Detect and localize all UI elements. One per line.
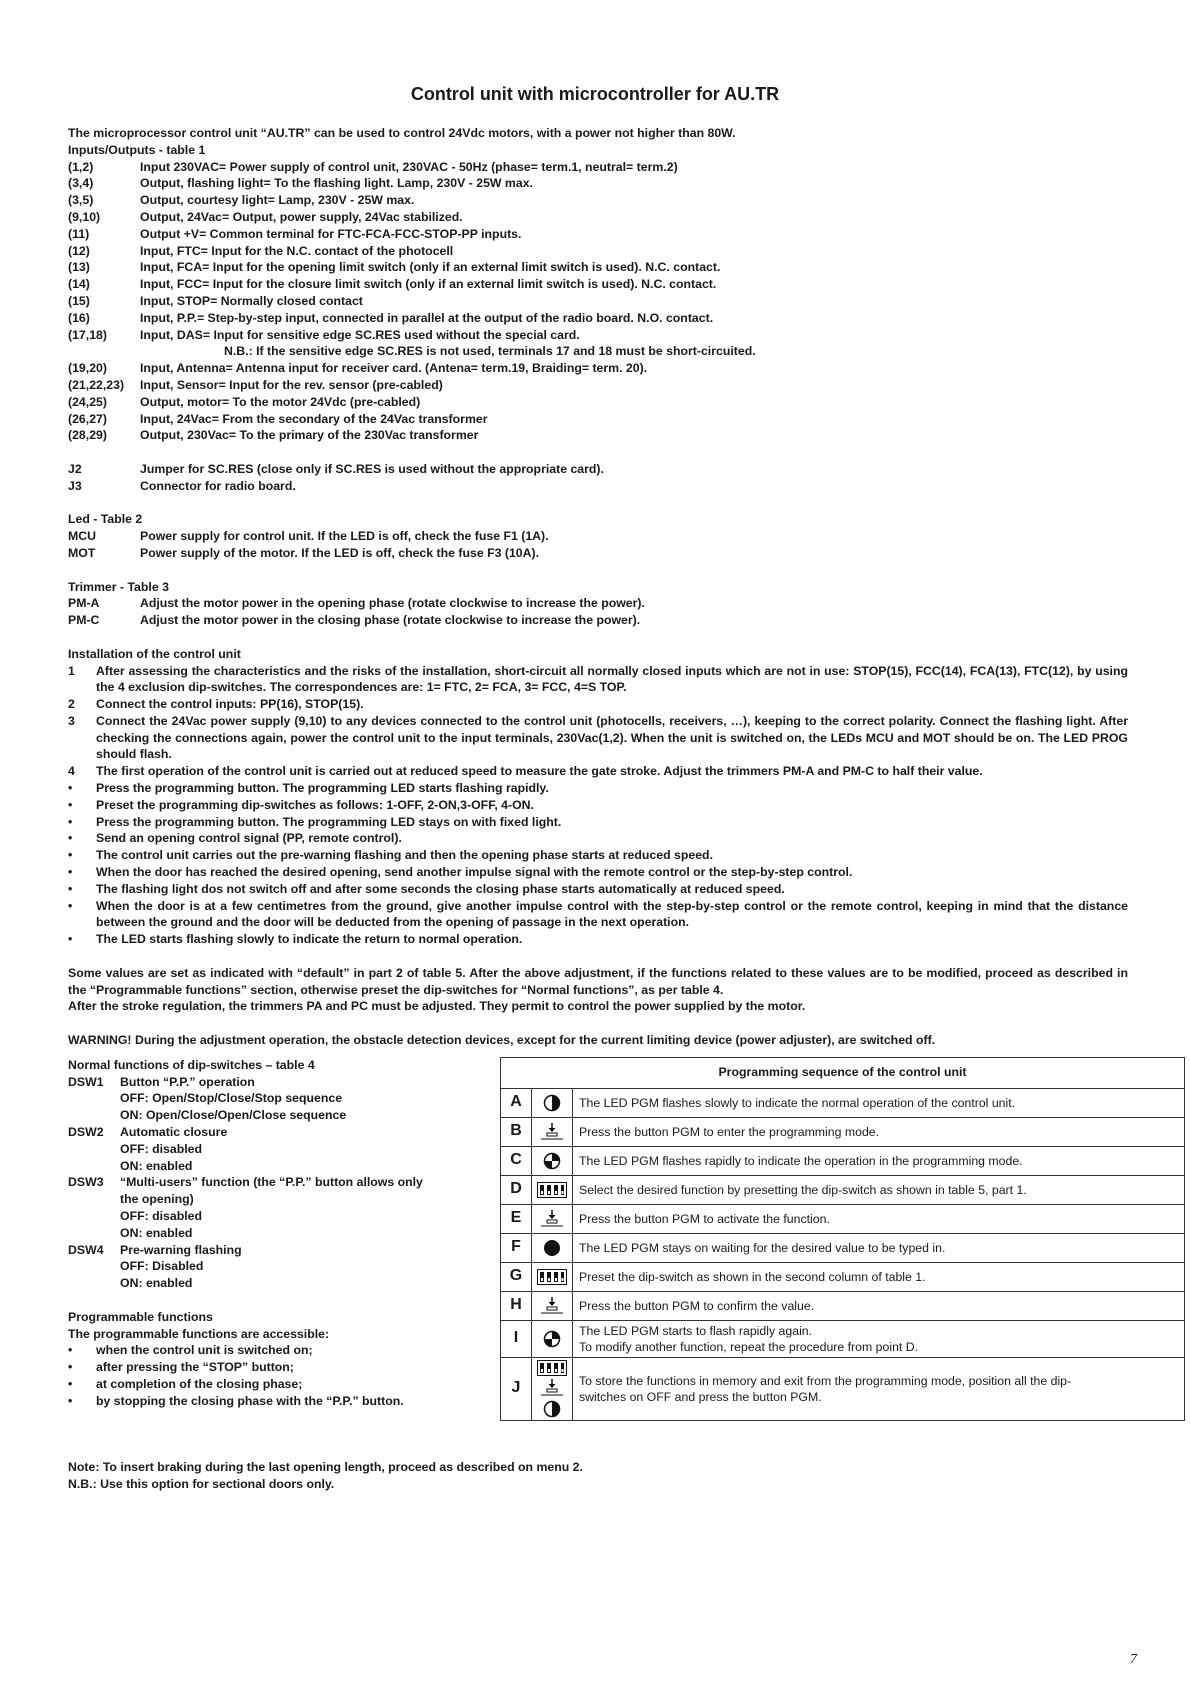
row-text: Input, 24Vac= From the secondary of the 24Vac transformer <box>140 411 488 426</box>
table1-rows <box>68 159 1128 344</box>
row-code: PM-C <box>68 613 100 628</box>
table-row <box>501 1204 1185 1233</box>
table-row <box>68 259 1128 276</box>
list-item <box>68 830 1128 847</box>
step-description <box>573 1204 1185 1233</box>
dip-switch-option: ON: enabled <box>120 1225 193 1240</box>
right-column <box>500 1057 1185 1421</box>
row-code: (3,5) <box>68 193 94 208</box>
list-text: When the door has reached the desired opening, send another impulse signal with the remote control or the step-by-step control. <box>96 865 853 880</box>
list-item <box>68 696 1128 713</box>
dip-switch-code: DSW4 <box>68 1242 104 1257</box>
table-row <box>68 243 1128 260</box>
table1-heading: Inputs/Outputs - table 1 <box>68 142 206 157</box>
row-code: J2 <box>68 461 82 476</box>
dip-switch-label: Pre-warning flashing <box>120 1242 242 1257</box>
dip-switch-label: Button “P.P.” operation <box>120 1074 255 1089</box>
table-row <box>501 1233 1185 1262</box>
list-text: The flashing light dos not switch off and after some seconds the closing phase starts automatically at reduced speed. <box>96 881 785 896</box>
list-item <box>68 864 1128 881</box>
list-text: The first operation of the control unit is carried out at reduced speed to measure the gate stroke. Adjust the trimmers PM-A and PM-C to half their value. <box>96 764 983 779</box>
step-text: Press the button PGM to activate the function. <box>579 1211 830 1226</box>
list-text: The control unit carries out the pre-warning flashing and then the opening phase starts at reduced speed. <box>96 848 713 863</box>
row-text: Input 230VAC= Power supply of control unit, 230VAC - 50Hz (phase= term.1, neutral= term.2) <box>140 159 678 174</box>
step-letter: C <box>501 1146 532 1175</box>
notes <box>68 1459 583 1493</box>
table-row <box>68 411 1128 428</box>
bullet-icon: • <box>68 1376 73 1391</box>
step-description <box>573 1175 1185 1204</box>
table-row <box>68 293 1128 310</box>
dip-switch-label: Automatic closure <box>120 1125 228 1140</box>
step-description <box>573 1088 1185 1117</box>
step-text: Preset the dip-switch as shown in the second column of table 1. <box>579 1269 926 1284</box>
step-text: The LED PGM stays on waiting for the desired value to be typed in. <box>579 1240 946 1255</box>
list-marker: • <box>68 797 73 812</box>
table-row <box>68 175 1128 192</box>
row-code: (28,29) <box>68 428 107 443</box>
list-item <box>68 797 1128 814</box>
dip-switch-icon <box>532 1175 573 1204</box>
step-text: The LED PGM flashes slowly to indicate the normal operation of the control unit. <box>579 1095 1016 1110</box>
step-description <box>573 1146 1185 1175</box>
list-text: Press the programming button. The programming LED starts flashing rapidly. <box>96 781 549 796</box>
row-text: Input, DAS= Input for sensitive edge SC.RES used without the special card. <box>140 327 580 342</box>
row-code: (16) <box>68 310 90 325</box>
row-code: (17,18) <box>68 327 107 342</box>
step-text: The LED PGM flashes rapidly to indicate the operation in the programming mode. <box>579 1153 1023 1168</box>
step-letter: D <box>501 1175 532 1204</box>
dip-switch-item <box>68 1174 428 1208</box>
row-text: Output, 230Vac= To the primary of the 230Vac transformer <box>140 428 479 443</box>
dip-switch-code: DSW1 <box>68 1074 104 1089</box>
list-item <box>68 1393 428 1410</box>
step-description <box>573 1262 1185 1291</box>
list-text: by stopping the closing phase with the “P.P.” button. <box>96 1393 404 1408</box>
paragraph-defaults: Some values are set as indicated with “default” in part 2 of table 5. After the above adjustment, if the functions related to these values are to be modified, proceed as described in the “Programmable functions” section, otherwise preset the dip-switches for “Normal functions”, as per table 4. <box>68 965 1128 997</box>
row-code: J3 <box>68 478 82 493</box>
table-row <box>68 545 1128 562</box>
list-text: after pressing the “STOP” button; <box>96 1360 294 1375</box>
list-marker: • <box>68 932 73 947</box>
row-code: (9,10) <box>68 209 101 224</box>
dip-switch-option: ON: Open/Close/Open/Close sequence <box>120 1108 347 1123</box>
list-item <box>68 713 1128 763</box>
table-row <box>501 1146 1185 1175</box>
warning-text: WARNING! During the adjustment operation, the obstacle detection devices, except for the current limiting device (power adjuster), are switched off. <box>68 1033 936 1048</box>
row-text: Adjust the motor power in the opening phase (rotate clockwise to increase the power). <box>140 596 645 611</box>
left-column <box>68 1057 428 1421</box>
dip-switch-option: OFF: Open/Stop/Close/Stop sequence <box>120 1091 343 1106</box>
installation-heading: Installation of the control unit <box>68 646 241 661</box>
bottom-section <box>68 1057 1128 1421</box>
dip-switch-label: “Multi-users” function (the “P.P.” button allows only the opening) <box>120 1175 423 1207</box>
table-row <box>68 595 1128 612</box>
step-letter: G <box>501 1262 532 1291</box>
row-text: Power supply for control unit. If the LED is off, check the fuse F1 (1A). <box>140 529 549 544</box>
dip-switch-item <box>68 1242 428 1259</box>
table2-heading: Led - Table 2 <box>68 512 143 527</box>
row-text: Adjust the motor power in the closing phase (rotate clockwise to increase the power). <box>140 613 641 628</box>
dip-switch-option: OFF: disabled <box>120 1209 202 1223</box>
list-item <box>68 1376 428 1393</box>
step-text: Press the button PGM to enter the programming mode. <box>579 1124 880 1139</box>
sequence-heading: Programming sequence of the control unit <box>501 1057 1185 1088</box>
installation-steps <box>68 663 1128 949</box>
row-code: (15) <box>68 293 90 308</box>
note-sectional: N.B.: Use this option for sectional doors only. <box>68 1476 335 1491</box>
press-button-icon <box>532 1204 573 1233</box>
quarter-circle-icon <box>532 1146 573 1175</box>
row-text: Input, P.P.= Step-by-step input, connected in parallel at the output of the radio board. N.O. contact. <box>140 310 714 325</box>
programmable-list <box>68 1342 428 1409</box>
row-text: Input, FCC= Input for the closure limit switch (only if an external limit switch is used). N.C. contact. <box>140 277 717 292</box>
row-code: (1,2) <box>68 159 94 174</box>
list-text: The LED starts flashing slowly to indicate the return to normal operation. <box>96 932 523 947</box>
list-text: After assessing the characteristics and the risks of the installation, short-circuit all normally closed inputs which are not in use: STOP(15), FCC(14), FCA(13), FTC(12), by using the 4 exclusion dip-switches. The correspondences are: 1= FTC, 2= FCA, 3= FCC, 4=S TOP. <box>96 663 1128 695</box>
step-letter: E <box>501 1204 532 1233</box>
jumpers-list <box>68 461 1128 495</box>
table-row <box>68 327 1128 344</box>
dip-switch-item <box>68 1124 428 1141</box>
step-letter: B <box>501 1117 532 1146</box>
table1-rows-2 <box>68 360 1128 444</box>
table-row <box>68 360 1128 377</box>
row-code: (3,4) <box>68 176 94 191</box>
bullet-icon: • <box>68 1393 73 1408</box>
list-text: Connect the 24Vac power supply (9,10) to any devices connected to the control unit (photocells, receivers, …), keeping to the correct polarity. Connect the flashing light. After checking the connections again, power the control unit to the input terminals, 230Vac(1,2). When the unit is switched on, the LEDs MCU and MOT should be on. The LED PROG should flash. <box>96 713 1128 762</box>
list-item <box>68 1359 428 1376</box>
row-text: Output, flashing light= To the flashing light. Lamp, 230V - 25W max. <box>140 176 533 191</box>
bullet-icon: • <box>68 1343 73 1358</box>
step-letter: J <box>501 1357 532 1420</box>
step-letter: H <box>501 1291 532 1320</box>
row-text: Input, FTC= Input for the N.C. contact of the photocell <box>140 243 454 258</box>
list-text: Press the programming button. The programming LED stays on with fixed light. <box>96 814 562 829</box>
press-button-icon <box>532 1117 573 1146</box>
table-row <box>68 209 1128 226</box>
table-row <box>501 1291 1185 1320</box>
list-text: when the control unit is switched on; <box>96 1343 313 1358</box>
table-row <box>68 276 1128 293</box>
document-body <box>68 125 1128 1421</box>
table-row <box>501 1357 1185 1420</box>
list-item <box>68 763 1128 780</box>
table-row <box>68 226 1128 243</box>
table-row <box>68 394 1128 411</box>
step-text: switches on OFF and press the button PGM. <box>579 1389 822 1404</box>
list-marker: • <box>68 781 73 796</box>
table4-heading: Normal functions of dip-switches – table 4 <box>68 1057 315 1072</box>
row-text: Power supply of the motor. If the LED is off, check the fuse F3 (10A). <box>140 545 540 560</box>
row-code: (14) <box>68 277 90 292</box>
table-row <box>68 159 1128 176</box>
step-description <box>573 1320 1185 1357</box>
step-letter: F <box>501 1233 532 1262</box>
row-text: Output, courtesy light= Lamp, 230V - 25W max. <box>140 193 415 208</box>
list-item <box>68 931 1128 948</box>
row-code: MOT <box>68 545 96 560</box>
dip-switch-option: ON: enabled <box>120 1276 193 1291</box>
row-text: Jumper for SC.RES (close only if SC.RES is used without the appropriate card). <box>140 461 604 476</box>
table3-heading: Trimmer - Table 3 <box>68 579 169 594</box>
dip-switch-code: DSW2 <box>68 1125 104 1140</box>
step-letter: I <box>501 1320 532 1357</box>
step-text: Select the desired function by presetting the dip-switch as shown in table 5, part 1. <box>579 1182 1027 1197</box>
table-row <box>501 1320 1185 1357</box>
table-row <box>501 1262 1185 1291</box>
list-marker: • <box>68 814 73 829</box>
row-text: Input, FCA= Input for the opening limit switch (only if an external limit switch is used). N.C. contact. <box>140 260 721 275</box>
quarter-circle-icon <box>532 1320 573 1357</box>
table-row <box>68 612 1128 629</box>
note-braking: Note: To insert braking during the last opening length, proceed as described on menu 2. <box>68 1460 583 1474</box>
row-text: Input, Antenna= Antenna input for receiver card. (Antena= term.19, Braiding= term. 20). <box>140 361 648 376</box>
list-text: Preset the programming dip-switches as follows: 1-OFF, 2-ON,3-OFF, 4-ON. <box>96 797 534 812</box>
programming-sequence-table <box>500 1057 1185 1421</box>
row-text: Output +V= Common terminal for FTC-FCA-FCC-STOP-PP inputs. <box>140 226 522 241</box>
dip-switch-functions <box>68 1074 428 1292</box>
full-circle-icon <box>532 1233 573 1262</box>
press-button-icon <box>532 1291 573 1320</box>
list-text: Connect the control inputs: PP(16), STOP(15). <box>96 697 364 712</box>
list-marker: • <box>68 831 73 846</box>
list-marker: 4 <box>68 764 75 779</box>
list-marker: 2 <box>68 697 75 712</box>
table-row <box>68 377 1128 394</box>
list-marker: 1 <box>68 663 75 678</box>
row-text: Input, Sensor= Input for the rev. sensor (pre-cabled) <box>140 377 443 392</box>
list-item <box>68 814 1128 831</box>
row-code: (11) <box>68 226 90 241</box>
dip-switch-option: OFF: Disabled <box>120 1259 204 1274</box>
row-code: MCU <box>68 529 97 544</box>
row-text: Output, motor= To the motor 24Vdc (pre-cabled) <box>140 394 421 409</box>
row-code: PM-A <box>68 596 100 611</box>
table-row <box>68 478 1128 495</box>
paragraph-stroke: After the stroke regulation, the trimmers PA and PC must be adjusted. They permit to control the power supplied by the motor. <box>68 999 806 1014</box>
table-row <box>68 461 1128 478</box>
row-text: Connector for radio board. <box>140 478 296 493</box>
table-row <box>501 1175 1185 1204</box>
dip-switch-option: OFF: disabled <box>120 1141 202 1156</box>
table2-rows <box>68 528 1128 562</box>
row-code: (21,22,23) <box>68 377 125 392</box>
table-row <box>68 528 1128 545</box>
step-text: Press the button PGM to confirm the value. <box>579 1298 815 1313</box>
row-code: (13) <box>68 260 90 275</box>
list-item <box>68 1342 428 1359</box>
step-description <box>573 1291 1185 1320</box>
half-circle-icon <box>532 1088 573 1117</box>
step-text: To modify another function, repeat the procedure from point D. <box>579 1339 919 1354</box>
intro-text: The microprocessor control unit “AU.TR” can be used to control 24Vdc motors, with a power not higher than 80W. <box>68 126 736 140</box>
list-marker: • <box>68 881 73 896</box>
list-text: at completion of the closing phase; <box>96 1376 303 1391</box>
list-marker: • <box>68 865 73 880</box>
dip-switch-option: ON: enabled <box>120 1158 193 1173</box>
programmable-heading: Programmable functions <box>68 1309 213 1324</box>
row-code: (12) <box>68 243 90 258</box>
list-text: Send an opening control signal (PP, remote control). <box>96 831 402 846</box>
step-description <box>573 1233 1185 1262</box>
step-letter: A <box>501 1088 532 1117</box>
page-number: 7 <box>1130 1652 1137 1667</box>
list-text: When the door is at a few centimetres from the ground, give another impulse control with the step-by-step control or the remote control, keeping in mind that the distance between the ground and the door will be deducted from the opening of passage in the next operation. <box>96 898 1128 930</box>
list-marker: 3 <box>68 713 75 728</box>
dip-switch-code: DSW3 <box>68 1175 104 1190</box>
step-description <box>573 1357 1185 1420</box>
table-row <box>68 192 1128 209</box>
table1-nb: N.B.: If the sensitive edge SC.RES is not used, terminals 17 and 18 must be short-circuited. <box>224 344 756 359</box>
table-row <box>501 1117 1185 1146</box>
list-item <box>68 881 1128 898</box>
row-text: Output, 24Vac= Output, power supply, 24Vac stabilized. <box>140 209 463 224</box>
step-description <box>573 1117 1185 1146</box>
page-title: Control unit with microcontroller for AU.TR <box>410 84 780 104</box>
combo-icon <box>532 1357 573 1420</box>
list-marker: • <box>68 898 73 913</box>
table-row <box>68 310 1128 327</box>
list-item <box>68 898 1128 932</box>
list-item <box>68 780 1128 797</box>
row-code: (24,25) <box>68 394 107 409</box>
dip-switch-icon <box>532 1262 573 1291</box>
step-text: The LED PGM starts to flash rapidly again. <box>579 1323 813 1338</box>
step-text: To store the functions in memory and exit from the programming mode, position all the dip- <box>579 1373 1072 1388</box>
row-text: Input, STOP= Normally closed contact <box>140 293 363 308</box>
list-marker: • <box>68 848 73 863</box>
list-item <box>68 663 1128 697</box>
table3-rows <box>68 595 1128 629</box>
table-row <box>501 1088 1185 1117</box>
list-item <box>68 847 1128 864</box>
dip-switch-item <box>68 1074 428 1091</box>
bullet-icon: • <box>68 1360 73 1375</box>
row-code: (19,20) <box>68 361 107 376</box>
row-code: (26,27) <box>68 411 107 426</box>
table-row <box>68 427 1128 444</box>
programmable-intro: The programmable functions are accessible: <box>68 1326 330 1341</box>
